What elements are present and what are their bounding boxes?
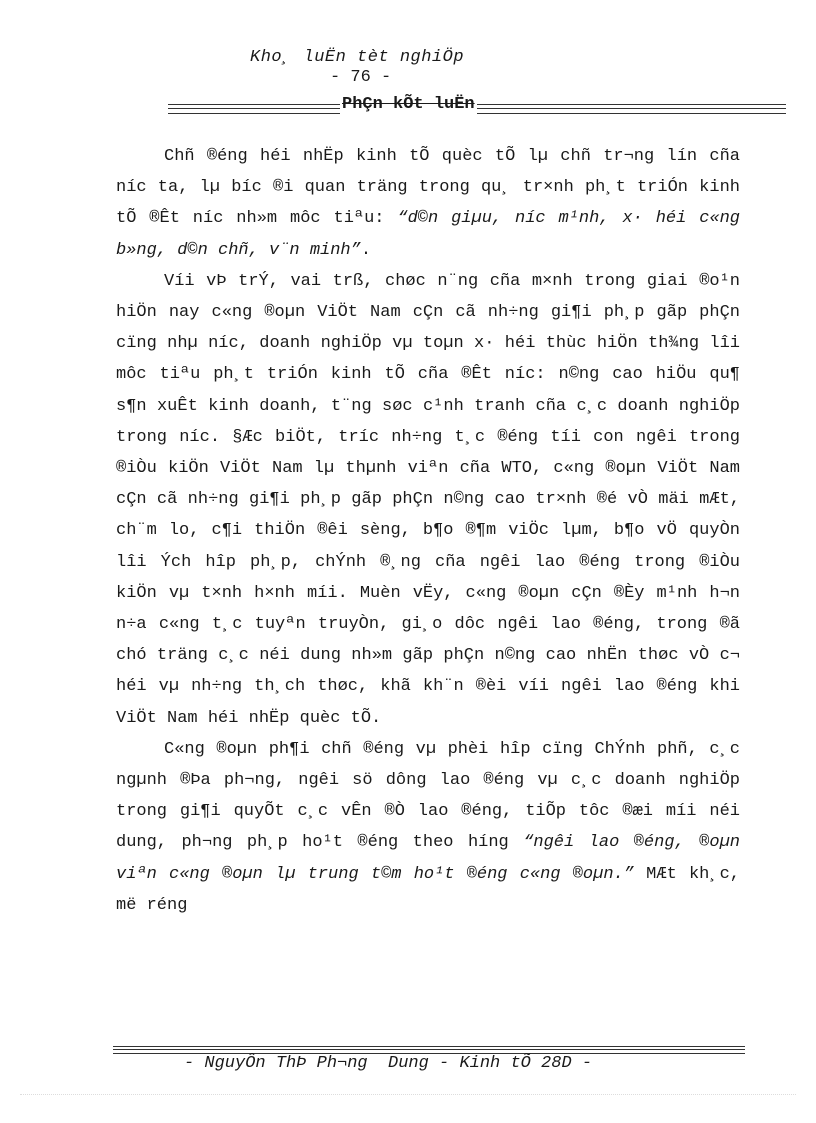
body-text <box>116 141 740 921</box>
footer-author: - NguyÔn ThÞ Ph¬ng Dung - Kinh tÕ 28D - <box>184 1054 593 1073</box>
page-number: - 76 - <box>330 68 392 87</box>
paragraph-1-text: Chñ ®éng héi nhËp kinh tÕ quèc tÕ lµ chñ tr¬ng lín cña níc ta, lµ bíc ®i quan träng trong qu¸ tr×nh ph¸t triÓn kinh tÕ ®Êt níc nh»m môc tiªu: <box>116 147 740 229</box>
paragraph-3 <box>116 734 740 921</box>
paragraph-1-quote: “d©n giµu, níc m¹nh, x· héi c«ng b»ng, d©n chñ, v¨n minh” <box>116 209 741 260</box>
page-bottom-divider <box>20 1094 796 1095</box>
paragraph-2: Víi vÞ trÝ, vai trß, chøc n¨ng cña m×nh trong giai ®o¹n hiÖn nay c«ng ®oµn ViÖt Nam cÇn cã nh÷ng gi¶i ph¸p gãp phÇn cïng nhµ níc, doanh nghiÖp vµ toµn x· héi thùc hiÖn th¾ng lîi môc tiªu ph¸t triÓn kinh tÕ cña ®Êt níc: n©ng cao hiÖu qu¶ s¶n xuÊt kinh doanh, t¨ng søc c¹nh tranh cña c¸c doanh nghiÖp trong níc. §Æc biÖt, tríc nh÷ng t¸c ®éng tíi con ngêi trong ®iÒu kiÖn ViÖt Nam lµ thµnh viªn cña WTO, c«ng ®oµn ViÖt Nam cÇn cã nh÷ng gi¶i ph¸p gãp phÇn n©ng cao tr×nh ®é vÒ mäi mÆt, ch¨m lo, c¶i thiÖn ®êi sèng, b¶o ®¶m viÖc lµm, b¶o vÖ quyÒn lîi Ých hîp ph¸p, chÝnh ®¸ng cña ngêi lao ®éng trong ®iÒu kiÖn vµ t×nh h×nh míi. Muèn vËy, c«ng ®oµn cÇn ®Èy m¹nh h¬n n÷a c«ng t¸c tuyªn truyÒn, gi¸o dôc ngêi lao ®éng, trong ®ã chó träng c¸c néi dung nh»m gãp phÇn n©ng cao nhËn thøc vÒ c¬ héi vµ nh÷ng th¸ch thøc, khã kh¨n ®èi víi ngêi lao ®éng khi ViÖt Nam héi nhËp quèc tÕ. <box>116 271 740 728</box>
thesis-title: Kho¸ luËn tèt nghiÖp <box>250 48 465 67</box>
paragraph-1 <box>116 141 740 266</box>
paragraph-3-text: C«ng ®oµn ph¶i chñ ®éng vµ phèi hîp cïng ChÝnh phñ, c¸c ngµnh ®Þa ph¬ng, ngêi sö dông lao ®éng vµ c¸c doanh nghiÖp trong gi¶i quyÕt c¸c vÊn ®Ò lao ®éng, tiÕp tôc ®æi míi néi dung, ph¬ng ph¸p ho¹t ®éng theo híng <box>116 739 740 853</box>
paragraph-3-quote: “ngêi lao ®éng, ®oµn viªn c«ng ®oµn lµ trung t©m ho¹t ®éng c«ng ®oµn.” <box>116 833 740 884</box>
paragraph-3-continuation: MÆt kh¸c, më réng <box>116 864 740 915</box>
footer-rule <box>113 1046 745 1054</box>
header-rule <box>168 104 786 114</box>
paragraph-1-end: . <box>360 240 372 260</box>
section-title: PhÇn kÕt luËn <box>342 95 475 114</box>
